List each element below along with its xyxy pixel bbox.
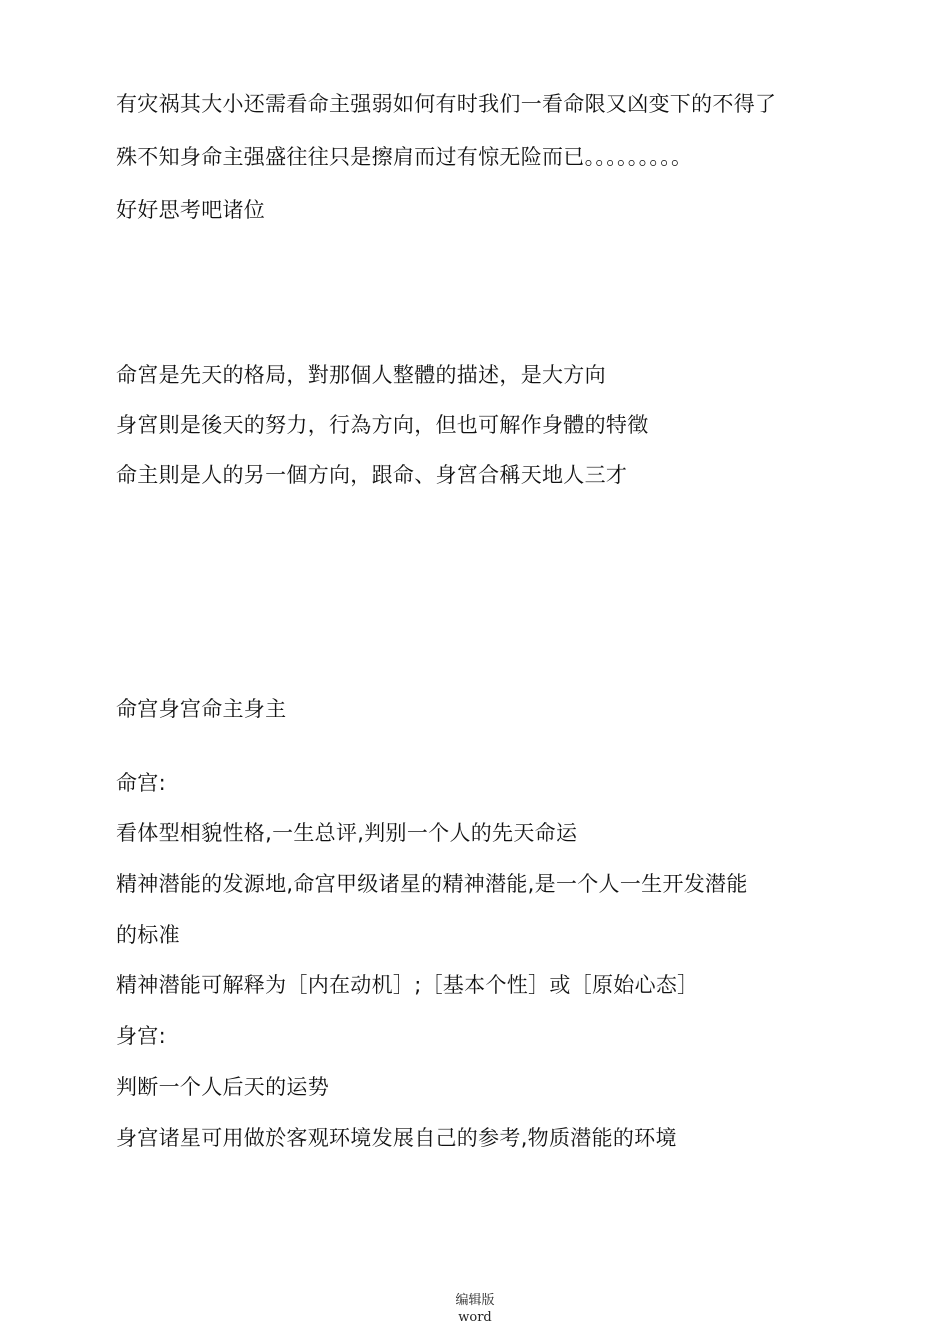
ming-line1: 看体型相貌性格,一生总评,判别一个人的先天命运 — [116, 821, 578, 845]
paragraph2-line2: 身宮則是後天的努力，行為方向，但也可解作身體的特徵 — [116, 413, 649, 437]
shen-heading: 身宫: — [116, 1024, 166, 1048]
ming-line2: 精神潜能的发源地,命宫甲级诸星的精神潜能,是一个人一生开发潜能 — [116, 872, 748, 896]
paragraph1-line3: 好好思考吧诸位 — [116, 198, 266, 222]
shen-line1: 判断一个人后天的运势 — [116, 1075, 329, 1099]
ming-line4: 精神潜能可解释为［内在动机］;［基本个性］或［原始心态］ — [116, 973, 699, 997]
ming-line3: 的标准 — [116, 923, 180, 947]
paragraph2-line1: 命宮是先天的格局，對那個人整體的描述，是大方向 — [116, 363, 606, 387]
footer-edit-label: 编辑版 — [455, 1293, 495, 1308]
section-title: 命宫身宫命主身主 — [116, 697, 287, 721]
shen-line2: 身宫诸星可用做於客观环境发展自己的参考,物质潜能的环境 — [116, 1126, 677, 1150]
paragraph1-line1: 有灾祸其大小还需看命主强弱如何有时我们一看命限又凶变下的不得了 — [116, 92, 777, 116]
paragraph1-line2: 殊不知身命主强盛往往只是擦肩而过有惊无险而已。。。。。。。。。 — [116, 145, 693, 169]
footer-word-label: word — [458, 1310, 492, 1325]
ming-heading: 命宫: — [116, 771, 166, 795]
paragraph2-line3: 命主則是人的另一個方向，跟命、身宮合稱天地人三才 — [116, 463, 628, 487]
